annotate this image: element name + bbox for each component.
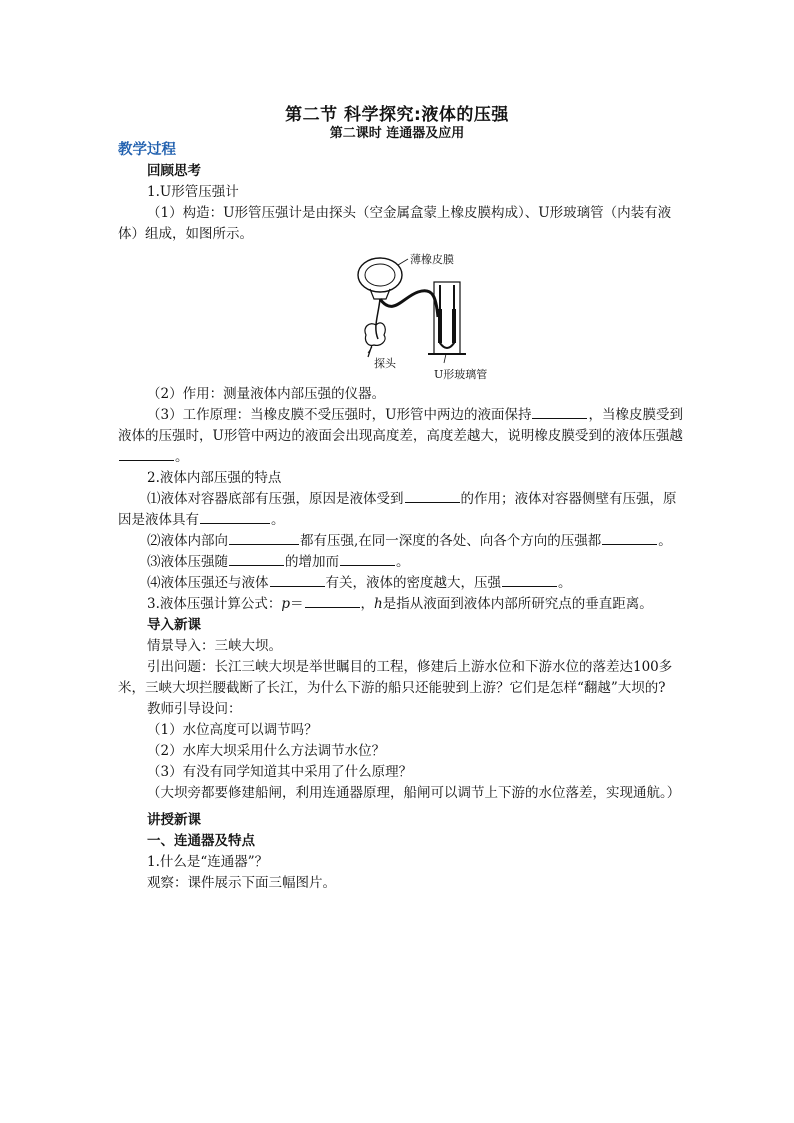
review-point-1: ⑴液体对容器底部有压强，原因是液体受到 的作用；液体对容器侧壁有压强，原因是液体具有 。 [118,491,677,528]
intro-q3: （3）有没有同学知道其中采用了什么原理？ [147,764,413,780]
label-probe: 探头 [374,357,396,370]
blank[interactable] [532,405,587,419]
pressure-gauge-figure [118,247,684,382]
review-point-4: ⑷液体压强还与液体 有关，液体的密度越大，压强 。 [147,575,572,591]
heading-review: 回顾思考 [147,163,201,179]
intro-question: 引出问题：长江三峡大坝是举世瞩目的工程，修建后上游水位和下游水位的落差达100多米，三峡大坝拦腰截断了长江，为什么下游的船只还能驶到上游？它们是怎样“翻越”大坝的? [118,659,673,696]
blank[interactable] [405,489,460,503]
review-item1-title: 1.U形管压强计 [147,184,239,200]
page-subtitle: 第二课时 连通器及应用 [329,126,465,141]
intro-q2: （2）水库大坝采用什么方法调节水位？ [147,743,386,759]
hand-icon [365,323,385,345]
blank[interactable] [305,594,360,608]
lecture-q-what: 1.什么是“连通器”？ [147,854,269,870]
blank[interactable] [270,573,325,587]
review-point-2: ⑵液体内部向 都有压强,在同一深度的各处、向各个方向的压强都 。 [147,533,672,549]
blank[interactable] [229,531,299,545]
review-item1-structure: （1）构造：U形管压强计是由探头（空金属盒蒙上橡皮膜构成）、U形玻璃管（内装有液体）组成，如图所示。 [118,205,672,242]
lecture-part1: 一、连通器及特点 [147,833,255,849]
blank[interactable] [602,531,657,545]
section-teaching-process: 教学过程 [118,142,176,158]
page-title: 第二节 科学探究:液体的压强 [285,105,509,125]
blank[interactable] [340,552,395,566]
blank[interactable] [200,510,270,524]
review-item1-function: （2）作用：测量液体内部压强的仪器。 [147,386,386,402]
label-membrane: 薄橡皮膜 [410,253,454,266]
lecture-observe: 观察：课件展示下面三幅图片。 [147,875,336,891]
blank[interactable] [229,552,284,566]
intro-guide: 教师引导设问： [147,701,242,717]
heading-lecture: 讲授新课 [147,812,201,828]
blank[interactable] [502,573,557,587]
review-item2-title: 2.液体内部压强的特点 [147,470,282,486]
document-body [118,140,684,894]
intro-scene: 情景导入：三峡大坝。 [147,638,282,654]
heading-intro: 导入新课 [147,617,201,633]
label-u-tube: U形玻璃管 [434,368,488,381]
u-tube-gauge-illustration [348,247,498,382]
membrane-inner [365,264,395,286]
review-item1-principle: （3）工作原理：当橡皮膜不受压强时，U形管中两边的液面保持 ，当橡皮膜受到液体的压强时，U形管中两边的液面会出现高度差，高度差越大，说明橡皮膜受到的液体压强越。 [118,407,683,465]
review-item3-formula: 3.液体压强计算公式：p＝ ，h是指从液面到液体内部所研究点的垂直距离。 [147,596,653,612]
blank[interactable] [119,447,174,461]
review-point-3: ⑶液体压强随 的增加而 。 [147,554,410,570]
intro-q1: （1）水位高度可以调节吗？ [147,722,318,738]
intro-answer: （大坝旁都要修建船闸，利用连通器原理，船闸可以调节上下游的水位落差，实现通航。） [147,785,681,801]
